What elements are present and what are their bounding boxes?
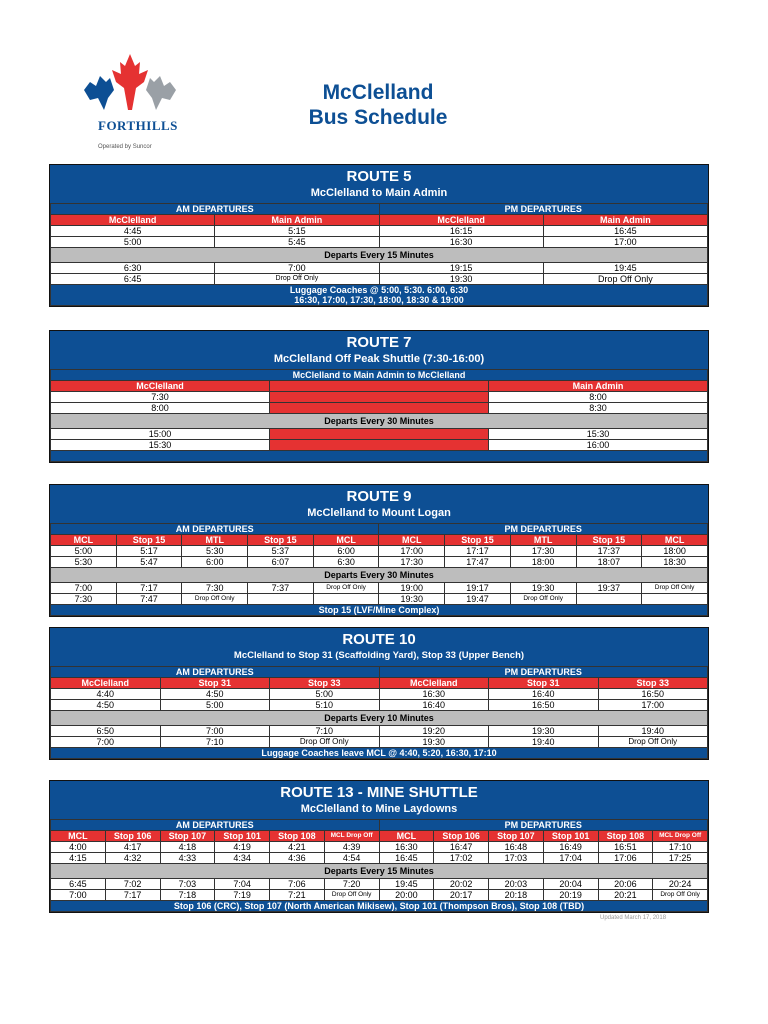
column-header: Main Admin xyxy=(215,215,379,226)
time-cell: 6:30 xyxy=(313,557,379,568)
route-10-table xyxy=(49,627,709,760)
time-cell: 19:45 xyxy=(543,263,707,274)
am-departures-header: AM DEPARTURES xyxy=(51,524,379,535)
column-header: McClelland xyxy=(51,381,270,392)
time-cell: 17:30 xyxy=(510,546,576,557)
time-cell: 16:48 xyxy=(489,842,544,853)
time-cell: 17:03 xyxy=(489,853,544,864)
footer-row xyxy=(51,605,708,616)
drop-off-cell: Drop Off Only xyxy=(182,594,248,605)
time-cell: 15:30 xyxy=(51,440,270,451)
table-row xyxy=(51,737,708,748)
column-header: Stop 101 xyxy=(543,831,598,842)
route-7-title: ROUTE 7 xyxy=(346,334,412,351)
time-cell: 7:10 xyxy=(160,737,270,748)
column-header: Stop 33 xyxy=(270,678,380,689)
route-9-title: ROUTE 9 xyxy=(346,488,412,505)
time-cell: 20:24 xyxy=(653,879,708,890)
time-cell: 6:00 xyxy=(182,557,248,568)
column-header: Stop 108 xyxy=(270,831,325,842)
time-cell: 4:32 xyxy=(105,853,160,864)
table-row xyxy=(51,853,708,864)
time-cell: 4:45 xyxy=(51,226,215,237)
time-cell: 19:45 xyxy=(379,879,434,890)
time-cell: 5:10 xyxy=(270,700,380,711)
time-cell: 20:06 xyxy=(598,879,653,890)
route-5-header xyxy=(50,165,708,203)
route-7-table xyxy=(49,330,709,463)
time-cell: 19:30 xyxy=(379,594,445,605)
table-row xyxy=(51,842,708,853)
empty-cell xyxy=(642,594,708,605)
drop-off-cell: Drop Off Only xyxy=(642,583,708,594)
time-cell: 18:07 xyxy=(576,557,642,568)
time-cell: 19:15 xyxy=(379,263,543,274)
empty-cell xyxy=(313,594,379,605)
time-cell: 6:45 xyxy=(51,274,215,285)
time-cell: 17:30 xyxy=(379,557,445,568)
time-cell: 4:50 xyxy=(51,700,161,711)
stop-legend: Stop 15 (LVF/Mine Complex) xyxy=(51,605,708,616)
time-cell: 5:37 xyxy=(248,546,314,557)
time-cell: 7:30 xyxy=(51,594,117,605)
table-row xyxy=(51,689,708,700)
time-cell: 17:00 xyxy=(379,546,445,557)
column-header: MCL xyxy=(51,831,106,842)
page-title xyxy=(258,80,498,130)
pm-departures-header: PM DEPARTURES xyxy=(379,667,708,678)
column-header: Main Admin xyxy=(543,215,707,226)
time-cell: 16:45 xyxy=(543,226,707,237)
frequency-row xyxy=(51,864,708,879)
footer-row xyxy=(51,285,708,306)
route-7-header xyxy=(50,331,708,369)
time-cell: 19:30 xyxy=(510,583,576,594)
blank-footer xyxy=(51,451,708,462)
time-cell: 16:40 xyxy=(379,700,489,711)
route-13-title: ROUTE 13 - MINE SHUTTLE xyxy=(280,784,478,801)
drop-off-cell: Drop Off Only xyxy=(653,890,708,901)
table-row xyxy=(51,392,708,403)
route-5-grid xyxy=(50,203,708,306)
time-cell: 4:40 xyxy=(51,689,161,700)
time-cell: 16:30 xyxy=(379,237,543,248)
time-cell: 7:18 xyxy=(160,890,215,901)
time-cell: 17:00 xyxy=(543,237,707,248)
column-header: Stop 15 xyxy=(116,535,182,546)
column-header-row xyxy=(51,535,708,546)
time-cell: 7:03 xyxy=(160,879,215,890)
table-row xyxy=(51,700,708,711)
table-row xyxy=(51,583,708,594)
maple-leaf-icon xyxy=(80,52,180,114)
time-cell: 8:30 xyxy=(489,403,708,414)
column-header: Stop 101 xyxy=(215,831,270,842)
time-cell: 7:47 xyxy=(116,594,182,605)
table-row xyxy=(51,263,708,274)
drop-off-cell: Drop Off Only xyxy=(313,583,379,594)
column-header: Stop 31 xyxy=(489,678,599,689)
route-13-header xyxy=(50,781,708,819)
column-header: McClelland xyxy=(379,678,489,689)
time-cell: 7:00 xyxy=(215,263,379,274)
logo-wordmark: FORTHILLS xyxy=(98,118,178,133)
time-cell: 4:34 xyxy=(215,853,270,864)
time-cell: 20:17 xyxy=(434,890,489,901)
column-header: MCL Drop Off xyxy=(653,831,708,842)
pm-departures-header: PM DEPARTURES xyxy=(379,204,708,215)
table-row xyxy=(51,594,708,605)
drop-off-cell: Drop Off Only xyxy=(324,890,379,901)
time-cell: 6:50 xyxy=(51,726,161,737)
time-cell: 20:02 xyxy=(434,879,489,890)
time-cell: 4:17 xyxy=(105,842,160,853)
route-7-grid xyxy=(50,369,708,462)
column-header-row xyxy=(51,381,708,392)
time-cell: 8:00 xyxy=(489,392,708,403)
stop-legend: Stop 106 (CRC), Stop 107 (North American Mikisew), Stop 101 (Thompson Bros), Stop 108 (TBD) xyxy=(51,901,708,912)
logo-operated-by: Operated by Suncor xyxy=(98,144,152,150)
route-7-section-header: McClelland to Main Admin to McClelland xyxy=(51,370,708,381)
time-cell: 18:30 xyxy=(642,557,708,568)
time-cell: 19:17 xyxy=(445,583,511,594)
time-cell: 4:15 xyxy=(51,853,106,864)
time-cell: 19:20 xyxy=(379,726,489,737)
time-cell: 15:30 xyxy=(489,429,708,440)
am-departures-header: AM DEPARTURES xyxy=(51,204,380,215)
route-13-table xyxy=(49,780,709,913)
drop-off-cell: Drop Off Only xyxy=(215,274,379,285)
time-cell: 20:00 xyxy=(379,890,434,901)
section-header-row xyxy=(51,820,708,831)
forthills-logo xyxy=(80,52,190,152)
frequency-note: Departs Every 30 Minutes xyxy=(51,414,708,429)
time-cell: 18:00 xyxy=(642,546,708,557)
section-header-row xyxy=(51,524,708,535)
column-header: MTL xyxy=(182,535,248,546)
time-cell: 17:06 xyxy=(598,853,653,864)
time-cell: 16:49 xyxy=(543,842,598,853)
luggage-note-line-1: Luggage Coaches @ 5:00, 5:30. 6:00, 6:30 xyxy=(289,285,469,295)
empty-cell xyxy=(576,594,642,605)
time-cell: 19:47 xyxy=(445,594,511,605)
table-row xyxy=(51,557,708,568)
drop-off-cell: Drop Off Only xyxy=(270,737,380,748)
time-cell: 4:18 xyxy=(160,842,215,853)
time-cell: 16:00 xyxy=(489,440,708,451)
time-cell: 19:00 xyxy=(379,583,445,594)
time-cell: 16:51 xyxy=(598,842,653,853)
column-header: Main Admin xyxy=(489,381,708,392)
column-header: Stop 107 xyxy=(489,831,544,842)
time-cell: 16:40 xyxy=(489,689,599,700)
column-header-row xyxy=(51,215,708,226)
time-cell: 16:30 xyxy=(379,842,434,853)
time-cell: 7:17 xyxy=(105,890,160,901)
time-cell: 7:04 xyxy=(215,879,270,890)
time-cell: 4:54 xyxy=(324,853,379,864)
time-cell: 19:40 xyxy=(598,726,708,737)
column-header: MCL xyxy=(379,831,434,842)
column-header: Stop 33 xyxy=(598,678,708,689)
empty-cell xyxy=(248,594,314,605)
luggage-note-line-2: 16:30, 17:00, 17:30, 18:00, 18:30 & 19:00 xyxy=(294,295,464,305)
column-header: Stop 31 xyxy=(160,678,270,689)
time-cell: 4:19 xyxy=(215,842,270,853)
route-5-table xyxy=(49,164,709,307)
am-departures-header: AM DEPARTURES xyxy=(51,667,380,678)
column-header: McClelland xyxy=(51,678,161,689)
table-row xyxy=(51,440,708,451)
time-cell: 17:04 xyxy=(543,853,598,864)
column-header-row xyxy=(51,678,708,689)
time-cell: 6:30 xyxy=(51,263,215,274)
time-cell: 5:00 xyxy=(160,700,270,711)
drop-off-cell: Drop Off Only xyxy=(543,274,707,285)
table-row xyxy=(51,274,708,285)
time-cell: 17:10 xyxy=(653,842,708,853)
time-cell: 16:30 xyxy=(379,689,489,700)
time-cell: 4:00 xyxy=(51,842,106,853)
time-cell: 5:30 xyxy=(51,557,117,568)
route-10-grid xyxy=(50,666,708,759)
column-header-row xyxy=(51,831,708,842)
table-row xyxy=(51,890,708,901)
time-cell: 19:30 xyxy=(379,737,489,748)
time-cell: 4:39 xyxy=(324,842,379,853)
page-header xyxy=(0,0,768,160)
column-header: Stop 106 xyxy=(105,831,160,842)
time-cell: 17:02 xyxy=(434,853,489,864)
time-cell: 6:07 xyxy=(248,557,314,568)
time-cell: 7:02 xyxy=(105,879,160,890)
time-cell: 4:50 xyxy=(160,689,270,700)
pm-departures-header: PM DEPARTURES xyxy=(379,524,708,535)
frequency-row xyxy=(51,568,708,583)
frequency-row xyxy=(51,248,708,263)
time-cell: 16:47 xyxy=(434,842,489,853)
time-cell: 5:17 xyxy=(116,546,182,557)
route-5-subtitle: McClelland to Main Admin xyxy=(310,187,448,199)
table-row xyxy=(51,879,708,890)
time-cell: 20:18 xyxy=(489,890,544,901)
time-cell: 7:10 xyxy=(270,726,380,737)
time-cell: 18:00 xyxy=(510,557,576,568)
time-cell: 5:47 xyxy=(116,557,182,568)
section-header-row xyxy=(51,204,708,215)
time-cell: 7:37 xyxy=(248,583,314,594)
blank-red-cell xyxy=(270,440,489,451)
time-cell: 17:37 xyxy=(576,546,642,557)
pm-departures-header: PM DEPARTURES xyxy=(379,820,708,831)
drop-off-cell: Drop Off Only xyxy=(510,594,576,605)
time-cell: 20:03 xyxy=(489,879,544,890)
frequency-note: Departs Every 15 Minutes xyxy=(51,864,708,879)
time-cell: 7:17 xyxy=(116,583,182,594)
column-header: MCL xyxy=(379,535,445,546)
luggage-note xyxy=(51,285,708,306)
route-10-header xyxy=(50,628,708,666)
route-9-table xyxy=(49,484,709,617)
footer-row xyxy=(51,451,708,462)
column-header xyxy=(270,381,489,392)
time-cell: 19:40 xyxy=(489,737,599,748)
route-9-grid xyxy=(50,523,708,616)
time-cell: 5:00 xyxy=(51,546,117,557)
route-7-subtitle: McClelland Off Peak Shuttle (7:30-16:00) xyxy=(273,353,485,365)
updated-date: Updated March 17, 2018 xyxy=(600,915,667,921)
column-header: McClelland xyxy=(51,215,215,226)
column-header: MCL xyxy=(313,535,379,546)
time-cell: 15:00 xyxy=(51,429,270,440)
drop-off-cell: Drop Off Only xyxy=(598,737,708,748)
time-cell: 17:17 xyxy=(445,546,511,557)
time-cell: 19:37 xyxy=(576,583,642,594)
time-cell: 17:00 xyxy=(598,700,708,711)
blank-red-cell xyxy=(270,403,489,414)
title-line-1: McClelland xyxy=(322,81,434,104)
time-cell: 5:00 xyxy=(51,237,215,248)
route-13-grid xyxy=(50,819,708,912)
column-header: Stop 15 xyxy=(576,535,642,546)
footer-row xyxy=(51,901,708,912)
column-header: McClelland xyxy=(379,215,543,226)
footer-row xyxy=(51,748,708,759)
column-header: MCL xyxy=(642,535,708,546)
table-row xyxy=(51,546,708,557)
time-cell: 6:00 xyxy=(313,546,379,557)
blank-red-cell xyxy=(270,392,489,403)
time-cell: 7:30 xyxy=(182,583,248,594)
section-header-row xyxy=(51,667,708,678)
frequency-note: Departs Every 10 Minutes xyxy=(51,711,708,726)
table-row xyxy=(51,726,708,737)
route-9-subtitle: McClelland to Mount Logan xyxy=(307,507,451,519)
time-cell: 6:45 xyxy=(51,879,106,890)
column-header: Stop 108 xyxy=(598,831,653,842)
frequency-row xyxy=(51,414,708,429)
frequency-note: Departs Every 15 Minutes xyxy=(51,248,708,263)
column-header: MTL xyxy=(510,535,576,546)
time-cell: 20:04 xyxy=(543,879,598,890)
am-departures-header: AM DEPARTURES xyxy=(51,820,380,831)
luggage-note: Luggage Coaches leave MCL @ 4:40, 5:20, 16:30, 17:10 xyxy=(51,748,708,759)
time-cell: 7:00 xyxy=(51,583,117,594)
time-cell: 16:15 xyxy=(379,226,543,237)
time-cell: 19:30 xyxy=(379,274,543,285)
time-cell: 5:45 xyxy=(215,237,379,248)
table-row xyxy=(51,403,708,414)
blank-red-cell xyxy=(270,429,489,440)
title-line-2: Bus Schedule xyxy=(308,106,448,129)
time-cell: 7:06 xyxy=(270,879,325,890)
column-header: MCL Drop Off xyxy=(324,831,379,842)
time-cell: 4:33 xyxy=(160,853,215,864)
route-10-subtitle: McClelland to Stop 31 (Scaffolding Yard), Stop 33 (Upper Bench) xyxy=(233,650,525,661)
time-cell: 16:45 xyxy=(379,853,434,864)
column-header: Stop 15 xyxy=(248,535,314,546)
time-cell: 16:50 xyxy=(489,700,599,711)
time-cell: 16:50 xyxy=(598,689,708,700)
time-cell: 7:21 xyxy=(270,890,325,901)
time-cell: 17:47 xyxy=(445,557,511,568)
column-header: MCL xyxy=(51,535,117,546)
time-cell: 19:30 xyxy=(489,726,599,737)
time-cell: 7:00 xyxy=(160,726,270,737)
table-row xyxy=(51,226,708,237)
time-cell: 7:19 xyxy=(215,890,270,901)
time-cell: 4:21 xyxy=(270,842,325,853)
time-cell: 7:00 xyxy=(51,737,161,748)
table-row xyxy=(51,237,708,248)
route-5-title: ROUTE 5 xyxy=(346,168,412,185)
time-cell: 20:19 xyxy=(543,890,598,901)
time-cell: 7:30 xyxy=(51,392,270,403)
section-header-row xyxy=(51,370,708,381)
route-9-header xyxy=(50,485,708,523)
column-header: Stop 15 xyxy=(445,535,511,546)
column-header: Stop 107 xyxy=(160,831,215,842)
time-cell: 7:00 xyxy=(51,890,106,901)
time-cell: 8:00 xyxy=(51,403,270,414)
column-header: Stop 106 xyxy=(434,831,489,842)
time-cell: 5:00 xyxy=(270,689,380,700)
frequency-note: Departs Every 30 Minutes xyxy=(51,568,708,583)
route-13-subtitle: McClelland to Mine Laydowns xyxy=(300,803,458,815)
time-cell: 17:25 xyxy=(653,853,708,864)
time-cell: 5:30 xyxy=(182,546,248,557)
time-cell: 4:36 xyxy=(270,853,325,864)
frequency-row xyxy=(51,711,708,726)
time-cell: 7:20 xyxy=(324,879,379,890)
route-10-title: ROUTE 10 xyxy=(342,631,416,648)
table-row xyxy=(51,429,708,440)
time-cell: 5:15 xyxy=(215,226,379,237)
time-cell: 20:21 xyxy=(598,890,653,901)
